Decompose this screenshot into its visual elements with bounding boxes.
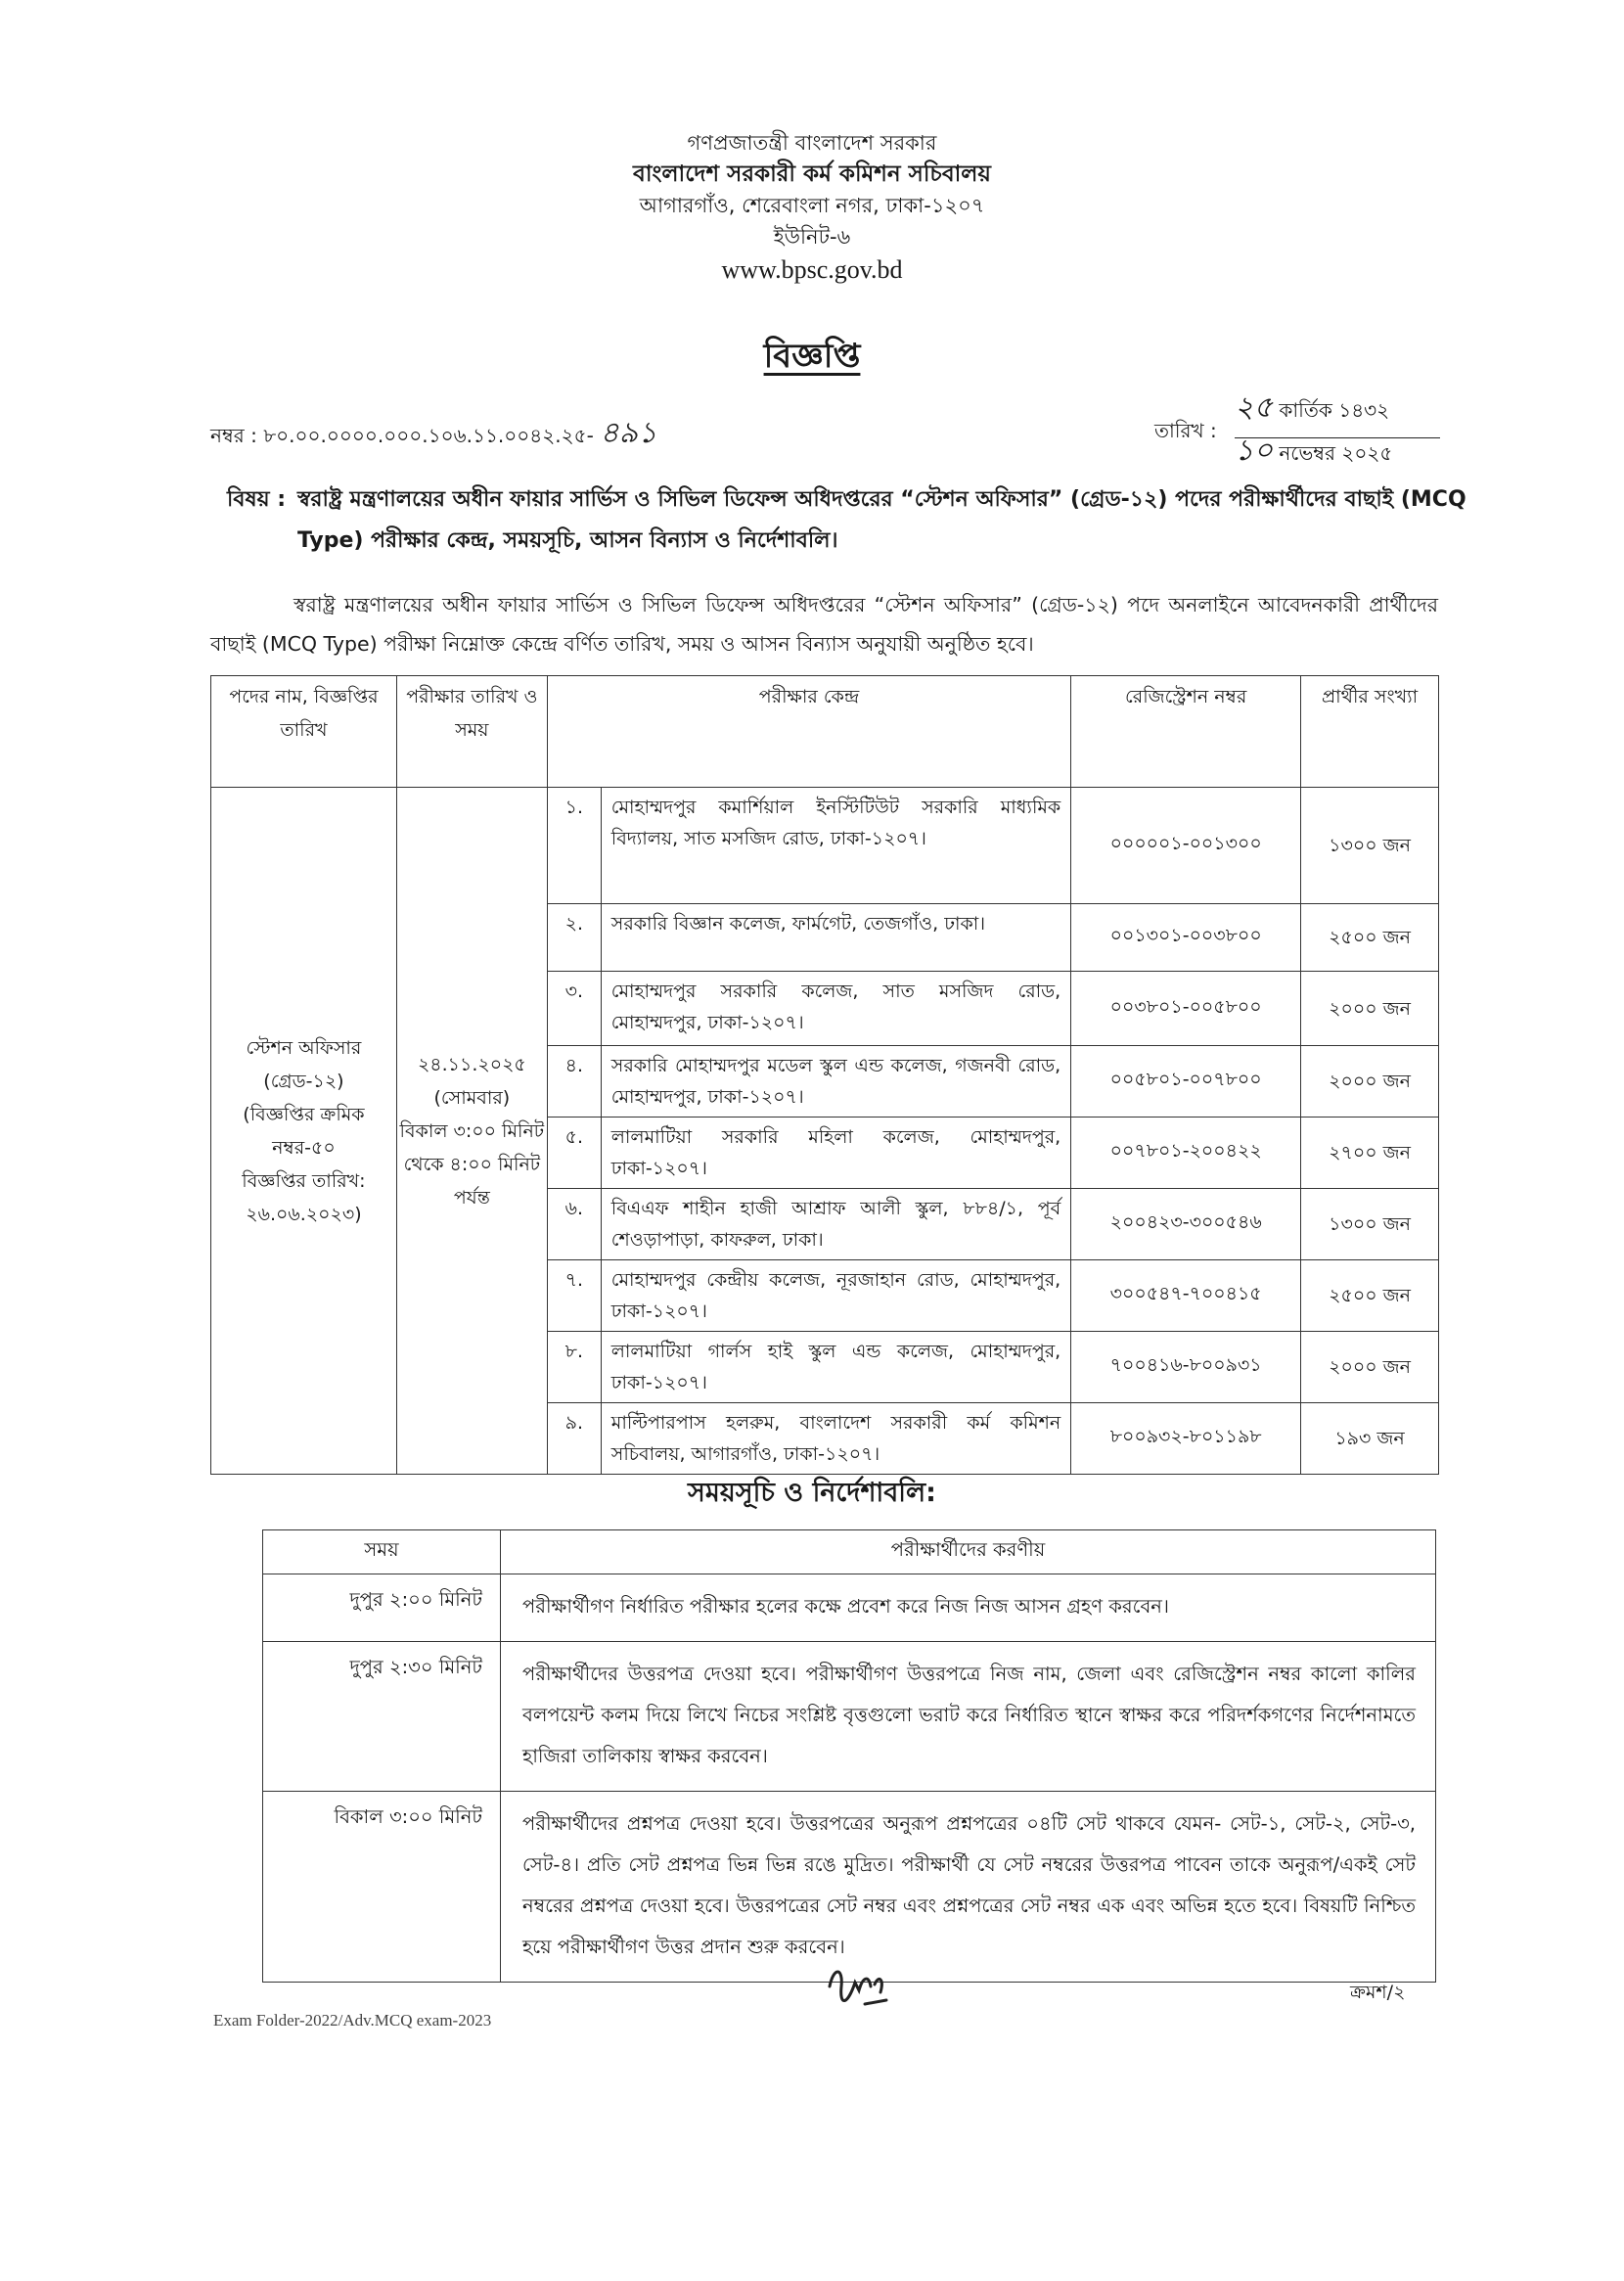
center-reg: ৭০০৪১৬-৮০০৯৩১: [1071, 1332, 1301, 1403]
center-count: ২৫০০ জন: [1301, 1260, 1439, 1332]
center-reg: ৩০০৫৪৭-৭০০৪১৫: [1071, 1260, 1301, 1332]
center-name: মোহাম্মদপুর সরকারি কলেজ, সাত মসজিদ রোড, মোহাম্মদপুর, ঢাকা-১২০৭।: [601, 972, 1070, 1046]
center-count: ২০০০ জন: [1301, 1332, 1439, 1403]
schedule-header-duty: পরীক্ষার্থীদের করণীয়: [501, 1530, 1436, 1574]
center-sl: ৮.: [547, 1332, 601, 1403]
subject: [227, 479, 1469, 562]
center-reg: ৮০০৯৩২-৮০১১৯৮: [1071, 1403, 1301, 1475]
government-name: গণপ্রজাতন্ত্রী বাংলাদেশ সরকার: [687, 131, 937, 155]
exam-datetime: [396, 788, 547, 1475]
schedule-duty: পরীক্ষার্থীদের উত্তরপত্র দেওয়া হবে। পরীক্ষার্থীগণ উত্তরপত্রে নিজ নাম, জেলা এবং রেজিস্ট্রেশন নম্বর কালো কালির বলপয়েন্ট কলম দিয়ে লিখে নিচের সংশ্লিষ্ট বৃত্তগুলো ভরাট করে নির্ধারিত স্থানে স্বাক্ষর করে পরিদর্শকগণের নির্দেশনামতে হাজিরা তালিকায় স্বাক্ষর করবেন।: [501, 1642, 1436, 1792]
english-day: ১০: [1235, 433, 1273, 468]
center-name: মোহাম্মদপুর কমার্শিয়াল ইনস্টিটিউট সরকারি মাধ্যমিক বিদ্যালয়, সাত মসজিদ রোড, ঢাকা-১২০৭।: [601, 788, 1070, 904]
subject-label: বিষয় :: [227, 487, 287, 512]
center-reg: ০০৫৮০১-০০৭৮০০: [1071, 1046, 1301, 1118]
center-name: মাল্টিপারপাস হলরুম, বাংলাদেশ সরকারী কর্ম কমিশন সচিবালয়, আগারগাঁও, ঢাকা-১২০৭।: [601, 1403, 1070, 1475]
schedule-header-time: সময়: [263, 1530, 501, 1574]
header-center: পরীক্ষার কেন্দ্র: [547, 676, 1070, 788]
header-count: প্রার্থীর সংখ্যা: [1301, 676, 1439, 788]
notice-title: বিজ্ঞপ্তি: [763, 337, 861, 376]
schedule-title: সময়সূচি ও নির্দেশাবলি:: [688, 1478, 936, 1508]
bangla-month-year: কার্তিক ১৪৩২: [1279, 398, 1390, 422]
center-reg: ০০১৩০১-০০৩৮০০: [1071, 904, 1301, 972]
center-reg: ০০৩৮০১-০০৫৮০০: [1071, 972, 1301, 1046]
unit-name: ইউনিট-৬: [773, 225, 851, 249]
center-sl: ৩.: [547, 972, 601, 1046]
center-name: মোহাম্মদপুর কেন্দ্রীয় কলেজ, নূরজাহান রোড, মোহাম্মদপুর, ঢাকা-১২০৭।: [601, 1260, 1070, 1332]
schedule-duty: পরীক্ষার্থীদের প্রশ্নপত্র দেওয়া হবে। উত্তরপত্রের অনুরূপ প্রশ্নপত্রের ০৪টি সেট থাকবে যেমন- সেট-১, সেট-২, সেট-৩, সেট-৪। প্রতি সেট প্রশ্নপত্র ভিন্ন ভিন্ন রঙে মুদ্রিত। পরীক্ষার্থী যে সেট নম্বরের উত্তরপত্র পাবেন তাকে অনুরূপ/একই সেট নম্বরের প্রশ্নপত্র দেওয়া হবে। উত্তরপত্রের সেট নম্বর এবং প্রশ্নপত্রের সেট নম্বর এক এবং অভিন্ন হতে হবে। বিষয়টি নিশ্চিত হয়ে পরীক্ষার্থীগণ উত্তর প্রদান শুরু করবেন।: [501, 1792, 1436, 1983]
center-reg: ০০৭৮০১-২০০৪২২: [1071, 1118, 1301, 1189]
center-name: বিএএফ শাহীন হাজী আশ্রাফ আলী স্কুল, ৮৮৪/১, পূর্ব শেওড়াপাড়া, কাফরুল, ঢাকা।: [601, 1189, 1070, 1260]
center-reg: ০০০০০১-০০১৩০০: [1071, 788, 1301, 904]
office-name: বাংলাদেশ সরকারী কর্ম কমিশন সচিবালয়: [633, 161, 991, 187]
post-name: স্টেশন অফিসার: [246, 1036, 362, 1059]
schedule-time: দুপুর ২:৩০ মিনিট: [263, 1642, 501, 1792]
letterhead: [0, 127, 1624, 288]
center-name: লালমাটিয়া গার্লস হাই স্কুল এন্ড কলেজ, মোহাম্মদপুর, ঢাকা-১২০৭।: [601, 1332, 1070, 1403]
exam-centers-table: [210, 675, 1439, 1475]
office-address: আগারগাঁও, শেরেবাংলা নগর, ঢাকা-১২০৭: [639, 194, 985, 217]
center-count: ২০০০ জন: [1301, 1046, 1439, 1118]
post-grade: (গ্রেড-১২): [263, 1070, 344, 1092]
center-count: ২০০০ জন: [1301, 972, 1439, 1046]
center-count: ২৭০০ জন: [1301, 1118, 1439, 1189]
header-registration: রেজিস্ট্রেশন নম্বর: [1071, 676, 1301, 788]
exam-date: ২৪.১১.২০২৫: [417, 1053, 526, 1075]
memo-number: [210, 409, 657, 459]
center-count: ২৫০০ জন: [1301, 904, 1439, 972]
schedule-time: বিকাল ৩:০০ মিনিট: [263, 1792, 501, 1983]
center-count: ১৩০০ জন: [1301, 788, 1439, 904]
schedule-table: [262, 1529, 1436, 1983]
center-count: ১৩০০ জন: [1301, 1189, 1439, 1260]
center-name: লালমাটিয়া সরকারি মহিলা কলেজ, মোহাম্মদপুর, ঢাকা-১২০৭।: [601, 1118, 1070, 1189]
center-reg: ২০০৪২৩-৩০০৫৪৬: [1071, 1189, 1301, 1260]
memo-value: ৮০.০০.০০০০.০০০.১০৬.১১.০০৪২.২৫-: [263, 424, 594, 447]
exam-day: (সোমবার): [433, 1086, 511, 1109]
bangla-day: ২৫: [1235, 390, 1273, 425]
date-label: তারিখ :: [1154, 419, 1217, 442]
post-ref: (বিজ্ঞপ্তির ক্রমিক নম্বর-৫০: [243, 1103, 365, 1159]
schedule-duty: পরীক্ষার্থীগণ নির্ধারিত পরীক্ষার হলের কক্ষে প্রবেশ করে নিজ নিজ আসন গ্রহণ করবেন।: [501, 1574, 1436, 1642]
file-reference: Exam Folder-2022/Adv.MCQ exam-2023: [213, 2011, 492, 2030]
post-ad-date: বিজ্ঞপ্তির তারিখ: ২৬.০৬.২০২৩): [242, 1169, 366, 1225]
memo-label: নম্বর :: [210, 424, 257, 447]
subject-text: স্বরাষ্ট্র মন্ত্রণালয়ের অধীন ফায়ার সার্ভিস ও সিভিল ডিফেন্স অধিদপ্তরের “স্টেশন অফিসার” (গ্রেড-১২) পদের পরীক্ষার্থীদের বাছাই (MCQ Type) পরীক্ষার কেন্দ্র, সময়সূচি, আসন বিন্যাস ও নির্দেশাবলি।: [297, 487, 1466, 553]
continued-marker: ক্রমশ/২: [1350, 1982, 1406, 2003]
center-name: সরকারি মোহাম্মদপুর মডেল স্কুল এন্ড কলেজ, গজনবী রোড, মোহাম্মদপুর, ঢাকা-১২০৭।: [601, 1046, 1070, 1118]
website-link[interactable]: www.bpsc.gov.bd: [721, 255, 903, 284]
center-sl: ১.: [547, 788, 601, 904]
english-month-year: নভেম্বর ২০২৫: [1279, 441, 1393, 465]
exam-time: বিকাল ৩:০০ মিনিট থেকে ৪:০০ মিনিট পর্যন্ত: [399, 1119, 545, 1209]
center-sl: ৫.: [547, 1118, 601, 1189]
memo-handwritten-suffix: ৪৯১: [600, 416, 657, 450]
center-sl: ৭.: [547, 1260, 601, 1332]
center-sl: ২.: [547, 904, 601, 972]
header-datetime: পরীক্ষার তারিখ ও সময়: [396, 676, 547, 788]
center-sl: ৬.: [547, 1189, 601, 1260]
schedule-time: দুপুর ২:০০ মিনিট: [263, 1574, 501, 1642]
english-date: [1235, 427, 1392, 477]
center-sl: ৪.: [547, 1046, 601, 1118]
center-sl: ৯.: [547, 1403, 601, 1475]
intro-paragraph: স্বরাষ্ট্র মন্ত্রণালয়ের অধীন ফায়ার সার্ভিস ও সিভিল ডিফেন্স অধিদপ্তরের “স্টেশন অফিসার” (গ্রেড-১২) পদে অনলাইনে আবেদনকারী প্রার্থীদের বাছাই (MCQ Type) পরীক্ষা নিম্নোক্ত কেন্দ্রে বর্ণিত তারিখ, সময় ও আসন বিন্যাস অনুযায়ী অনুষ্ঠিত হবে।: [210, 593, 1438, 656]
header-post: পদের নাম, বিজ্ঞপ্তির তারিখ: [211, 676, 397, 788]
center-count: ১৯৩ জন: [1301, 1403, 1439, 1475]
signature-mark: [822, 1957, 900, 2012]
center-name: সরকারি বিজ্ঞান কলেজ, ফার্মগেট, তেজগাঁও, ঢাকা।: [601, 904, 1070, 972]
post-info: [211, 788, 397, 1475]
